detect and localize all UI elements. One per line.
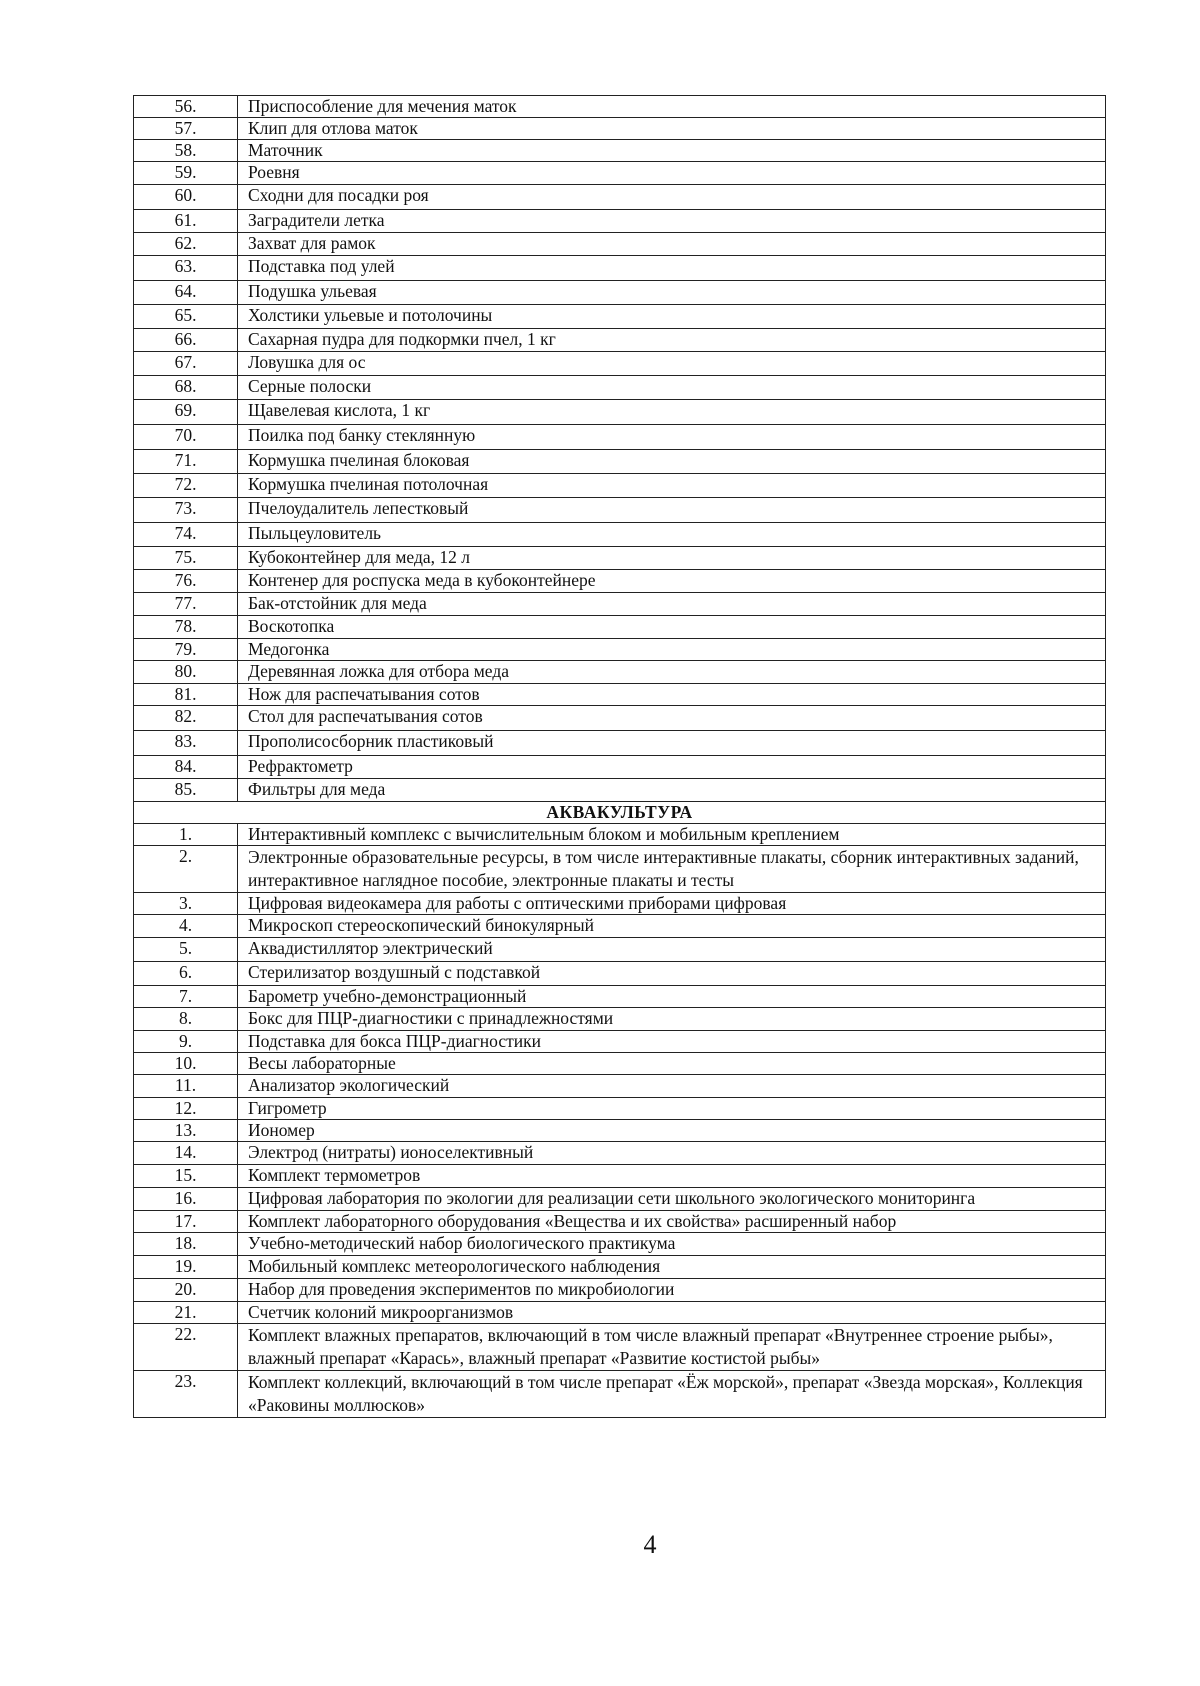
table-row bbox=[134, 731, 1106, 756]
row-number: 63. bbox=[134, 256, 238, 281]
table-row bbox=[134, 1211, 1106, 1233]
row-item-name: Счетчик колоний микроорганизмов bbox=[238, 1302, 1106, 1324]
row-number: 74. bbox=[134, 523, 238, 547]
row-number: 79. bbox=[134, 639, 238, 661]
table-row bbox=[134, 1324, 1106, 1371]
row-item-name: Иономер bbox=[238, 1120, 1106, 1142]
row-number: 16. bbox=[134, 1188, 238, 1211]
table-row bbox=[134, 185, 1106, 210]
row-item-name: Учебно-методический набор биологического практикума bbox=[238, 1233, 1106, 1256]
table-row bbox=[134, 329, 1106, 352]
row-number: 77. bbox=[134, 593, 238, 616]
row-item-name: Цифровая лаборатория по экологии для реализации сети школьного экологического мониторинга bbox=[238, 1188, 1106, 1211]
row-item-name: Электрод (нитраты) ионоселективный bbox=[238, 1142, 1106, 1165]
row-item-name: Холстики ульевые и потолочины bbox=[238, 305, 1106, 329]
row-number: 22. bbox=[134, 1324, 238, 1371]
row-number: 78. bbox=[134, 616, 238, 639]
table-row bbox=[134, 593, 1106, 616]
table-row bbox=[134, 639, 1106, 661]
row-number: 2. bbox=[134, 846, 238, 893]
table-row bbox=[134, 570, 1106, 593]
table-row bbox=[134, 962, 1106, 986]
row-number: 73. bbox=[134, 498, 238, 523]
row-item-name: Кормушка пчелиная блоковая bbox=[238, 450, 1106, 474]
table-row bbox=[134, 1120, 1106, 1142]
table-row bbox=[134, 661, 1106, 684]
table-row bbox=[134, 1371, 1106, 1418]
row-number: 67. bbox=[134, 352, 238, 376]
row-item-name: Весы лабораторные bbox=[238, 1053, 1106, 1075]
table-row bbox=[134, 233, 1106, 256]
row-number: 12. bbox=[134, 1098, 238, 1120]
table-row bbox=[134, 1188, 1106, 1211]
row-item-name: Воскотопка bbox=[238, 616, 1106, 639]
row-item-name: Медогонка bbox=[238, 639, 1106, 661]
table-row bbox=[134, 824, 1106, 846]
row-item-name: Нож для распечатывания сотов bbox=[238, 684, 1106, 706]
table-row bbox=[134, 1165, 1106, 1188]
table-row bbox=[134, 162, 1106, 185]
table-row bbox=[134, 684, 1106, 706]
table-row bbox=[134, 1008, 1106, 1031]
row-number: 10. bbox=[134, 1053, 238, 1075]
row-item-name: Роевня bbox=[238, 162, 1106, 185]
table-row bbox=[134, 893, 1106, 915]
equipment-table bbox=[133, 95, 1106, 1418]
row-item-name: Деревянная ложка для отбора меда bbox=[238, 661, 1106, 684]
row-item-name: Пчелоудалитель лепестковый bbox=[238, 498, 1106, 523]
row-number: 3. bbox=[134, 893, 238, 915]
row-number: 83. bbox=[134, 731, 238, 756]
row-item-name: Бокс для ПЦР-диагностики с принадлежностями bbox=[238, 1008, 1106, 1031]
row-item-name: Микроскоп стереоскопический бинокулярный bbox=[238, 915, 1106, 938]
row-item-name: Набор для проведения экспериментов по микробиологии bbox=[238, 1279, 1106, 1302]
table-row bbox=[134, 281, 1106, 305]
table-row bbox=[134, 425, 1106, 450]
row-item-name: Сахарная пудра для подкормки пчел, 1 кг bbox=[238, 329, 1106, 352]
table-row bbox=[134, 986, 1106, 1008]
table-row bbox=[134, 118, 1106, 140]
row-item-name: Комплект термометров bbox=[238, 1165, 1106, 1188]
row-number: 15. bbox=[134, 1165, 238, 1188]
row-number: 75. bbox=[134, 547, 238, 570]
table-row bbox=[134, 1279, 1106, 1302]
row-number: 82. bbox=[134, 706, 238, 731]
table-row bbox=[134, 400, 1106, 425]
row-item-name: Стерилизатор воздушный с подставкой bbox=[238, 962, 1106, 986]
row-item-name: Интерактивный комплекс с вычислительным блоком и мобильным креплением bbox=[238, 824, 1106, 846]
table-row bbox=[134, 1075, 1106, 1098]
row-number: 20. bbox=[134, 1279, 238, 1302]
row-number: 60. bbox=[134, 185, 238, 210]
section-title: АКВАКУЛЬТУРА bbox=[134, 802, 1106, 824]
row-number: 71. bbox=[134, 450, 238, 474]
row-item-name: Щавелевая кислота, 1 кг bbox=[238, 400, 1106, 425]
row-number: 68. bbox=[134, 376, 238, 400]
row-number: 81. bbox=[134, 684, 238, 706]
table-row bbox=[134, 450, 1106, 474]
row-item-name: Маточник bbox=[238, 140, 1106, 162]
table-row bbox=[134, 1233, 1106, 1256]
row-item-name: Захват для рамок bbox=[238, 233, 1106, 256]
row-item-name: Мобильный комплекс метеорологического наблюдения bbox=[238, 1256, 1106, 1279]
table-row bbox=[134, 96, 1106, 118]
row-item-name: Аквадистиллятор электрический bbox=[238, 938, 1106, 962]
table-row bbox=[134, 140, 1106, 162]
table-row bbox=[134, 915, 1106, 938]
row-number: 69. bbox=[134, 400, 238, 425]
table-row bbox=[134, 706, 1106, 731]
row-item-name: Цифровая видеокамера для работы с оптическими приборами цифровая bbox=[238, 893, 1106, 915]
table-row bbox=[134, 376, 1106, 400]
table-row bbox=[134, 938, 1106, 962]
page-number: 4 bbox=[643, 1530, 657, 1559]
row-number: 18. bbox=[134, 1233, 238, 1256]
table-row bbox=[134, 1256, 1106, 1279]
row-item-name: Подставка для бокса ПЦР-диагностики bbox=[238, 1031, 1106, 1053]
row-number: 23. bbox=[134, 1371, 238, 1418]
row-item-name: Пыльцеуловитель bbox=[238, 523, 1106, 547]
row-item-name: Бак-отстойник для меда bbox=[238, 593, 1106, 616]
row-number: 62. bbox=[134, 233, 238, 256]
row-item-name: Подушка ульевая bbox=[238, 281, 1106, 305]
table-row bbox=[134, 352, 1106, 376]
row-number: 19. bbox=[134, 1256, 238, 1279]
row-item-name: Стол для распечатывания сотов bbox=[238, 706, 1106, 731]
row-number: 4. bbox=[134, 915, 238, 938]
table-row bbox=[134, 1142, 1106, 1165]
row-item-name: Серные полоски bbox=[238, 376, 1106, 400]
table-row bbox=[134, 616, 1106, 639]
row-number: 72. bbox=[134, 474, 238, 498]
row-number: 59. bbox=[134, 162, 238, 185]
equipment-table-body bbox=[134, 96, 1106, 1418]
row-number: 8. bbox=[134, 1008, 238, 1031]
row-item-name: Кубоконтейнер для меда, 12 л bbox=[238, 547, 1106, 570]
row-item-name: Комплект лабораторного оборудования «Вещества и их свойства» расширенный набор bbox=[238, 1211, 1106, 1233]
row-number: 65. bbox=[134, 305, 238, 329]
row-item-name: Гигрометр bbox=[238, 1098, 1106, 1120]
row-number: 70. bbox=[134, 425, 238, 450]
section-header-row bbox=[134, 802, 1106, 824]
row-number: 61. bbox=[134, 210, 238, 233]
row-number: 56. bbox=[134, 96, 238, 118]
row-number: 5. bbox=[134, 938, 238, 962]
row-number: 80. bbox=[134, 661, 238, 684]
table-row bbox=[134, 305, 1106, 329]
row-item-name: Поилка под банку стеклянную bbox=[238, 425, 1106, 450]
row-number: 66. bbox=[134, 329, 238, 352]
row-number: 85. bbox=[134, 779, 238, 802]
row-item-name: Комплект влажных препаратов, включающий в том числе влажный препарат «Внутреннее строение рыбы», влажный препарат «Карась», влажный препарат «Развитие костистой рыбы» bbox=[238, 1324, 1106, 1371]
row-item-name: Ловушка для ос bbox=[238, 352, 1106, 376]
row-number: 17. bbox=[134, 1211, 238, 1233]
row-item-name: Подставка под улей bbox=[238, 256, 1106, 281]
row-number: 1. bbox=[134, 824, 238, 846]
table-row bbox=[134, 547, 1106, 570]
row-item-name: Фильтры для меда bbox=[238, 779, 1106, 802]
row-item-name: Приспособление для мечения маток bbox=[238, 96, 1106, 118]
row-number: 7. bbox=[134, 986, 238, 1008]
row-number: 21. bbox=[134, 1302, 238, 1324]
row-number: 76. bbox=[134, 570, 238, 593]
table-row bbox=[134, 1098, 1106, 1120]
table-row bbox=[134, 1302, 1106, 1324]
table-row bbox=[134, 1053, 1106, 1075]
row-number: 13. bbox=[134, 1120, 238, 1142]
table-row bbox=[134, 1031, 1106, 1053]
row-item-name: Кормушка пчелиная потолочная bbox=[238, 474, 1106, 498]
row-number: 58. bbox=[134, 140, 238, 162]
row-item-name: Заградители летка bbox=[238, 210, 1106, 233]
row-number: 64. bbox=[134, 281, 238, 305]
table-row bbox=[134, 256, 1106, 281]
row-item-name: Рефрактометр bbox=[238, 756, 1106, 779]
row-number: 9. bbox=[134, 1031, 238, 1053]
row-item-name: Прополисосборник пластиковый bbox=[238, 731, 1106, 756]
table-row bbox=[134, 523, 1106, 547]
table-row bbox=[134, 474, 1106, 498]
table-row bbox=[134, 210, 1106, 233]
row-item-name: Контенер для роспуска меда в кубоконтейнере bbox=[238, 570, 1106, 593]
table-row bbox=[134, 846, 1106, 893]
table-row bbox=[134, 756, 1106, 779]
row-item-name: Электронные образовательные ресурсы, в том числе интерактивные плакаты, сборник интерактивных заданий, интерактивное наглядное пособие, электронные плакаты и тесты bbox=[238, 846, 1106, 893]
row-number: 6. bbox=[134, 962, 238, 986]
row-number: 11. bbox=[134, 1075, 238, 1098]
row-item-name: Сходни для посадки роя bbox=[238, 185, 1106, 210]
row-item-name: Анализатор экологический bbox=[238, 1075, 1106, 1098]
row-item-name: Комплект коллекций, включающий в том числе препарат «Ёж морской», препарат «Звезда морская», Коллекция «Раковины моллюсков» bbox=[238, 1371, 1106, 1418]
row-item-name: Барометр учебно-демонстрационный bbox=[238, 986, 1106, 1008]
table-row bbox=[134, 779, 1106, 802]
row-number: 14. bbox=[134, 1142, 238, 1165]
table-row bbox=[134, 498, 1106, 523]
row-number: 57. bbox=[134, 118, 238, 140]
row-number: 84. bbox=[134, 756, 238, 779]
row-item-name: Клип для отлова маток bbox=[238, 118, 1106, 140]
